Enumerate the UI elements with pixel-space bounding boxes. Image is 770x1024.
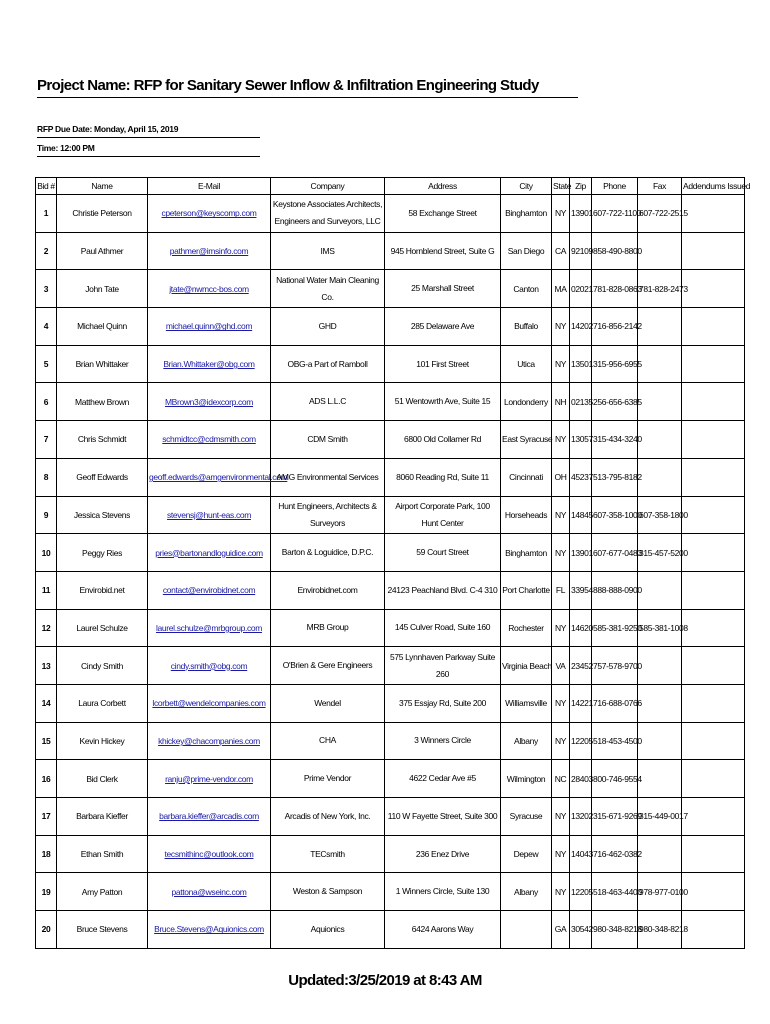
fax-cell [638, 232, 682, 270]
bid-number-cell: 12 [36, 609, 57, 647]
fax-cell [638, 684, 682, 722]
table-row [36, 496, 745, 534]
state-cell: NC [552, 760, 570, 798]
col-header-addendums: Addendums Issued [682, 178, 745, 195]
phone-cell: 315-671-9269 [592, 798, 638, 836]
bidder-name-cell: Barbara Kieffer [57, 798, 148, 836]
state-cell: NY [552, 195, 570, 233]
bidder-name-cell: Laurel Schulze [57, 609, 148, 647]
addendums-issued-cell [682, 571, 745, 609]
address-cell: 945 Hornblend Street, Suite G [385, 232, 501, 270]
bidder-name-cell: Chris Schmidt [57, 421, 148, 459]
city-cell: Williamsville [501, 684, 552, 722]
bid-number-cell: 20 [36, 911, 57, 949]
fax-cell [638, 571, 682, 609]
addendums-issued-cell [682, 835, 745, 873]
zip-cell: 92109 [570, 232, 592, 270]
state-cell: NH [552, 383, 570, 421]
zip-cell: 13901 [570, 534, 592, 572]
address-cell: 24123 Peachland Blvd. C-4 310 [385, 571, 501, 609]
phone-cell: 800-746-9554 [592, 760, 638, 798]
address-cell: 101 First Street [385, 345, 501, 383]
address-cell: 58 Exchange Street [385, 195, 501, 233]
fax-cell [638, 722, 682, 760]
addendums-issued-cell [682, 345, 745, 383]
state-cell: NY [552, 534, 570, 572]
zip-cell: 23452 [570, 647, 592, 685]
addendums-issued-cell [682, 873, 745, 911]
fax-cell [638, 647, 682, 685]
phone-cell: 518-463-4400 [592, 873, 638, 911]
company-cell: Prime Vendor [271, 760, 385, 798]
table-row [36, 798, 745, 836]
city-cell: Albany [501, 722, 552, 760]
city-cell: Syracuse [501, 798, 552, 836]
zip-cell: 45237 [570, 458, 592, 496]
bid-number-cell: 1 [36, 195, 57, 233]
addendums-issued-cell [682, 421, 745, 459]
col-header-bid: Bid # [36, 178, 57, 195]
address-cell: 25 Marshall Street [385, 270, 501, 308]
col-header-phone: Phone [592, 178, 638, 195]
addendums-issued-cell [682, 270, 745, 308]
company-cell: Barton & Loguidice, D.P.C. [271, 534, 385, 572]
state-cell: OH [552, 458, 570, 496]
zip-cell: 02135 [570, 383, 592, 421]
bidder-name-cell: Jessica Stevens [57, 496, 148, 534]
city-cell: Binghamton [501, 534, 552, 572]
col-header-state: State [552, 178, 570, 195]
table-row [36, 760, 745, 798]
fax-cell [638, 458, 682, 496]
bidder-name-cell: Christie Peterson [57, 195, 148, 233]
table-row [36, 421, 745, 459]
table-row [36, 571, 745, 609]
bid-number-cell: 10 [36, 534, 57, 572]
fax-cell: 978-977-0100 [638, 873, 682, 911]
company-cell: OBG-a Part of Ramboll [271, 345, 385, 383]
bid-number-cell: 17 [36, 798, 57, 836]
project-title: Project Name: RFP for Sanitary Sewer Inflow & Infiltration Engineering Study [37, 77, 578, 98]
city-cell: Cincinnati [501, 458, 552, 496]
bidder-name-cell: Peggy Ries [57, 534, 148, 572]
fax-cell: 315-457-5200 [638, 534, 682, 572]
email-link-cell[interactable]: jtate@nwmcc-bos.com [148, 270, 271, 308]
city-cell: Virginia Beach [501, 647, 552, 685]
zip-cell: 13202 [570, 798, 592, 836]
state-cell: NY [552, 798, 570, 836]
table-row [36, 684, 745, 722]
addendums-issued-cell [682, 534, 745, 572]
bidder-name-cell: Amy Patton [57, 873, 148, 911]
bid-number-cell: 6 [36, 383, 57, 421]
state-cell: NY [552, 684, 570, 722]
bidder-name-cell: Ethan Smith [57, 835, 148, 873]
company-cell: TECsmith [271, 835, 385, 873]
phone-cell: 315-434-3240 [592, 421, 638, 459]
state-cell: NY [552, 873, 570, 911]
col-header-fax: Fax [638, 178, 682, 195]
address-cell: 110 W Fayette Street, Suite 300 [385, 798, 501, 836]
company-cell: CHA [271, 722, 385, 760]
table-row [36, 647, 745, 685]
email-link-cell[interactable]: pathmer@imsinfo.com [148, 232, 271, 270]
bid-number-cell: 14 [36, 684, 57, 722]
address-cell: 8060 Reading Rd, Suite 11 [385, 458, 501, 496]
zip-cell: 14043 [570, 835, 592, 873]
phone-cell: 256-656-6385 [592, 383, 638, 421]
phone-cell: 607-358-1000 [592, 496, 638, 534]
city-cell: Utica [501, 345, 552, 383]
addendums-issued-cell [682, 232, 745, 270]
table-row [36, 609, 745, 647]
addendums-issued-cell [682, 760, 745, 798]
company-cell: Envirobidnet.com [271, 571, 385, 609]
phone-cell: 607-722-1100 [592, 195, 638, 233]
addendums-issued-cell [682, 458, 745, 496]
bidder-name-cell: Brian Whittaker [57, 345, 148, 383]
bid-number-cell: 16 [36, 760, 57, 798]
bidder-name-cell: Bid Clerk [57, 760, 148, 798]
bidders-table [35, 177, 751, 949]
company-cell: CDM Smith [271, 421, 385, 459]
address-cell: 59 Court Street [385, 534, 501, 572]
table-row [36, 232, 745, 270]
city-cell: Wilmington [501, 760, 552, 798]
email-link-cell[interactable]: Bruce.Stevens@Aquionics.com [148, 911, 271, 949]
city-cell: Port Charlotte [501, 571, 552, 609]
fax-cell: 607-722-2515 [638, 195, 682, 233]
bid-number-cell: 2 [36, 232, 57, 270]
address-cell: 375 Essjay Rd, Suite 200 [385, 684, 501, 722]
bidder-name-cell: Kevin Hickey [57, 722, 148, 760]
address-cell: 4622 Cedar Ave #5 [385, 760, 501, 798]
company-cell: Arcadis of New York, Inc. [271, 798, 385, 836]
address-cell: 236 Enez Drive [385, 835, 501, 873]
bidder-name-cell: Laura Corbett [57, 684, 148, 722]
zip-cell: 12205 [570, 722, 592, 760]
bid-number-cell: 13 [36, 647, 57, 685]
email-link-cell[interactable]: pattona@wseinc.com [148, 873, 271, 911]
bid-number-cell: 4 [36, 308, 57, 346]
zip-cell: 33954 [570, 571, 592, 609]
zip-cell: 13901 [570, 195, 592, 233]
email-link-cell[interactable]: stevensj@hunt-eas.com [148, 496, 271, 534]
phone-cell: 513-795-8182 [592, 458, 638, 496]
state-cell: NY [552, 345, 570, 383]
state-cell: MA [552, 270, 570, 308]
address-cell: 3 Winners Circle [385, 722, 501, 760]
table-row [36, 308, 745, 346]
state-cell: CA [552, 232, 570, 270]
bid-number-cell: 15 [36, 722, 57, 760]
phone-cell: 585-381-9250 [592, 609, 638, 647]
table-row [36, 534, 745, 572]
address-cell: 1 Winners Circle, Suite 130 [385, 873, 501, 911]
email-link-cell[interactable]: pries@bartonandloguidice.com [148, 534, 271, 572]
bidder-name-cell: John Tate [57, 270, 148, 308]
zip-cell: 02021 [570, 270, 592, 308]
email-link-cell[interactable]: barbara.kieffer@arcadis.com [148, 798, 271, 836]
table-header-row [36, 178, 745, 195]
company-cell: O'Brien & Gere Engineers [271, 647, 385, 685]
phone-cell: 757-578-9700 [592, 647, 638, 685]
city-cell: Albany [501, 873, 552, 911]
table-row [36, 835, 745, 873]
state-cell: NY [552, 609, 570, 647]
bid-number-cell: 18 [36, 835, 57, 873]
addendums-issued-cell [682, 798, 745, 836]
email-link-cell[interactable]: contact@envirobidnet.com [148, 571, 271, 609]
state-cell: NY [552, 308, 570, 346]
company-cell: ADS L.L.C [271, 383, 385, 421]
phone-cell: 518-453-4500 [592, 722, 638, 760]
company-cell: Weston & Sampson [271, 873, 385, 911]
company-cell: Keystone Associates Architects, Engineers and Surveyors, LLC [271, 195, 385, 233]
rfp-due-date: RFP Due Date: Monday, April 15, 2019 [37, 124, 260, 138]
zip-cell: 13501 [570, 345, 592, 383]
email-link-cell[interactable]: lcorbett@wendelcompanies.com [148, 684, 271, 722]
phone-cell: 607-677-0483 [592, 534, 638, 572]
phone-cell: 716-688-0766 [592, 684, 638, 722]
email-link-cell[interactable]: cindy.smith@obg.com [148, 647, 271, 685]
table-row [36, 270, 745, 308]
email-link-cell[interactable]: MBrown3@idexcorp.com [148, 383, 271, 421]
table-row [36, 458, 745, 496]
phone-cell: 716-462-0382 [592, 835, 638, 873]
email-link-cell[interactable]: geoff.edwards@amgenvironmental.com [148, 458, 271, 496]
city-cell: Horseheads [501, 496, 552, 534]
company-cell: Aquionics [271, 911, 385, 949]
table-row [36, 345, 745, 383]
bidder-name-cell: Paul Athmer [57, 232, 148, 270]
bid-number-cell: 8 [36, 458, 57, 496]
col-header-company: Company [271, 178, 385, 195]
table-row [36, 195, 745, 233]
address-cell: 575 Lynnhaven Parkway Suite 260 [385, 647, 501, 685]
table-row [36, 911, 745, 949]
address-cell: 51 Wentowrth Ave, Suite 15 [385, 383, 501, 421]
zip-cell: 14221 [570, 684, 592, 722]
state-cell: NY [552, 835, 570, 873]
col-header-city: City [501, 178, 552, 195]
email-link-cell[interactable]: tecsmithinc@outlook.com [148, 835, 271, 873]
company-cell: GHD [271, 308, 385, 346]
bid-number-cell: 5 [36, 345, 57, 383]
col-header-name: Name [57, 178, 148, 195]
table-row [36, 722, 745, 760]
zip-cell: 14620 [570, 609, 592, 647]
phone-cell: 315-956-6955 [592, 345, 638, 383]
bidder-name-cell: Envirobid.net [57, 571, 148, 609]
city-cell: Depew [501, 835, 552, 873]
addendums-issued-cell [682, 684, 745, 722]
address-cell: 6800 Old Collamer Rd [385, 421, 501, 459]
company-cell: AMG Environmental Services [271, 458, 385, 496]
phone-cell: 888-888-0900 [592, 571, 638, 609]
address-cell: 145 Culver Road, Suite 160 [385, 609, 501, 647]
address-cell: 285 Delaware Ave [385, 308, 501, 346]
email-link-cell[interactable]: cpeterson@keyscomp.com [148, 195, 271, 233]
rfp-due-time: Time: 12:00 PM [37, 143, 260, 157]
addendums-issued-cell [682, 609, 745, 647]
bidder-name-cell: Bruce Stevens [57, 911, 148, 949]
bid-number-cell: 7 [36, 421, 57, 459]
city-cell: East Syracuse [501, 421, 552, 459]
table-body [36, 195, 745, 949]
phone-cell: 716-856-2142 [592, 308, 638, 346]
fax-cell [638, 383, 682, 421]
email-link-cell[interactable]: laurel.schulze@mrbgroup.com [148, 609, 271, 647]
state-cell: NY [552, 496, 570, 534]
table-row [36, 873, 745, 911]
zip-cell: 13057 [570, 421, 592, 459]
company-cell: MRB Group [271, 609, 385, 647]
col-header-zip: Zip [570, 178, 592, 195]
fax-cell: 585-381-1008 [638, 609, 682, 647]
updated-timestamp: Updated:3/25/2019 at 8:43 AM [288, 972, 482, 989]
state-cell: FL [552, 571, 570, 609]
city-cell: Binghamton [501, 195, 552, 233]
city-cell [501, 911, 552, 949]
bidder-name-cell: Geoff Edwards [57, 458, 148, 496]
zip-cell: 14845 [570, 496, 592, 534]
address-cell: Airport Corporate Park, 100 Hunt Center [385, 496, 501, 534]
bidder-name-cell: Matthew Brown [57, 383, 148, 421]
addendums-issued-cell [682, 195, 745, 233]
addendums-issued-cell [682, 308, 745, 346]
company-cell: IMS [271, 232, 385, 270]
fax-cell: 607-358-1800 [638, 496, 682, 534]
zip-cell: 14202 [570, 308, 592, 346]
phone-cell: 858-490-8800 [592, 232, 638, 270]
fax-cell: 315-449-0017 [638, 798, 682, 836]
bid-number-cell: 9 [36, 496, 57, 534]
state-cell: NY [552, 421, 570, 459]
company-cell: National Water Main Cleaning Co. [271, 270, 385, 308]
addendums-issued-cell [682, 496, 745, 534]
bidder-name-cell: Cindy Smith [57, 647, 148, 685]
city-cell: Rochester [501, 609, 552, 647]
zip-cell: 30542 [570, 911, 592, 949]
company-cell: Wendel [271, 684, 385, 722]
email-link-cell[interactable]: schmidtcc@cdmsmith.com [148, 421, 271, 459]
fax-cell: 781-828-2473 [638, 270, 682, 308]
addendums-issued-cell [682, 722, 745, 760]
addendums-issued-cell [682, 911, 745, 949]
city-cell: Canton [501, 270, 552, 308]
address-cell: 6424 Aarons Way [385, 911, 501, 949]
fax-cell [638, 835, 682, 873]
email-link-cell[interactable]: ranju@prime-vendor.com [148, 760, 271, 798]
fax-cell [638, 345, 682, 383]
bidder-name-cell: Michael Quinn [57, 308, 148, 346]
email-link-cell[interactable]: Brian.Whittaker@obg.com [148, 345, 271, 383]
company-cell: Hunt Engineers, Architects & Surveyors [271, 496, 385, 534]
state-cell: GA [552, 911, 570, 949]
city-cell: Buffalo [501, 308, 552, 346]
phone-cell: 781-828-0863 [592, 270, 638, 308]
col-header-address: Address [385, 178, 501, 195]
state-cell: NY [552, 722, 570, 760]
bid-number-cell: 3 [36, 270, 57, 308]
state-cell: VA [552, 647, 570, 685]
email-link-cell[interactable]: khickey@chacompanies.com [148, 722, 271, 760]
addendums-issued-cell [682, 383, 745, 421]
phone-cell: 980-348-8218 [592, 911, 638, 949]
col-header-email: E-Mail [148, 178, 271, 195]
email-link-cell[interactable]: michael.quinn@ghd.com [148, 308, 271, 346]
fax-cell: 980-348-8218 [638, 911, 682, 949]
fax-cell [638, 421, 682, 459]
bid-number-cell: 11 [36, 571, 57, 609]
zip-cell: 12205 [570, 873, 592, 911]
bid-number-cell: 19 [36, 873, 57, 911]
city-cell: San Diego [501, 232, 552, 270]
addendums-issued-cell [682, 647, 745, 685]
zip-cell: 28403 [570, 760, 592, 798]
fax-cell [638, 760, 682, 798]
city-cell: Londonderry [501, 383, 552, 421]
table-row [36, 383, 745, 421]
fax-cell [638, 308, 682, 346]
